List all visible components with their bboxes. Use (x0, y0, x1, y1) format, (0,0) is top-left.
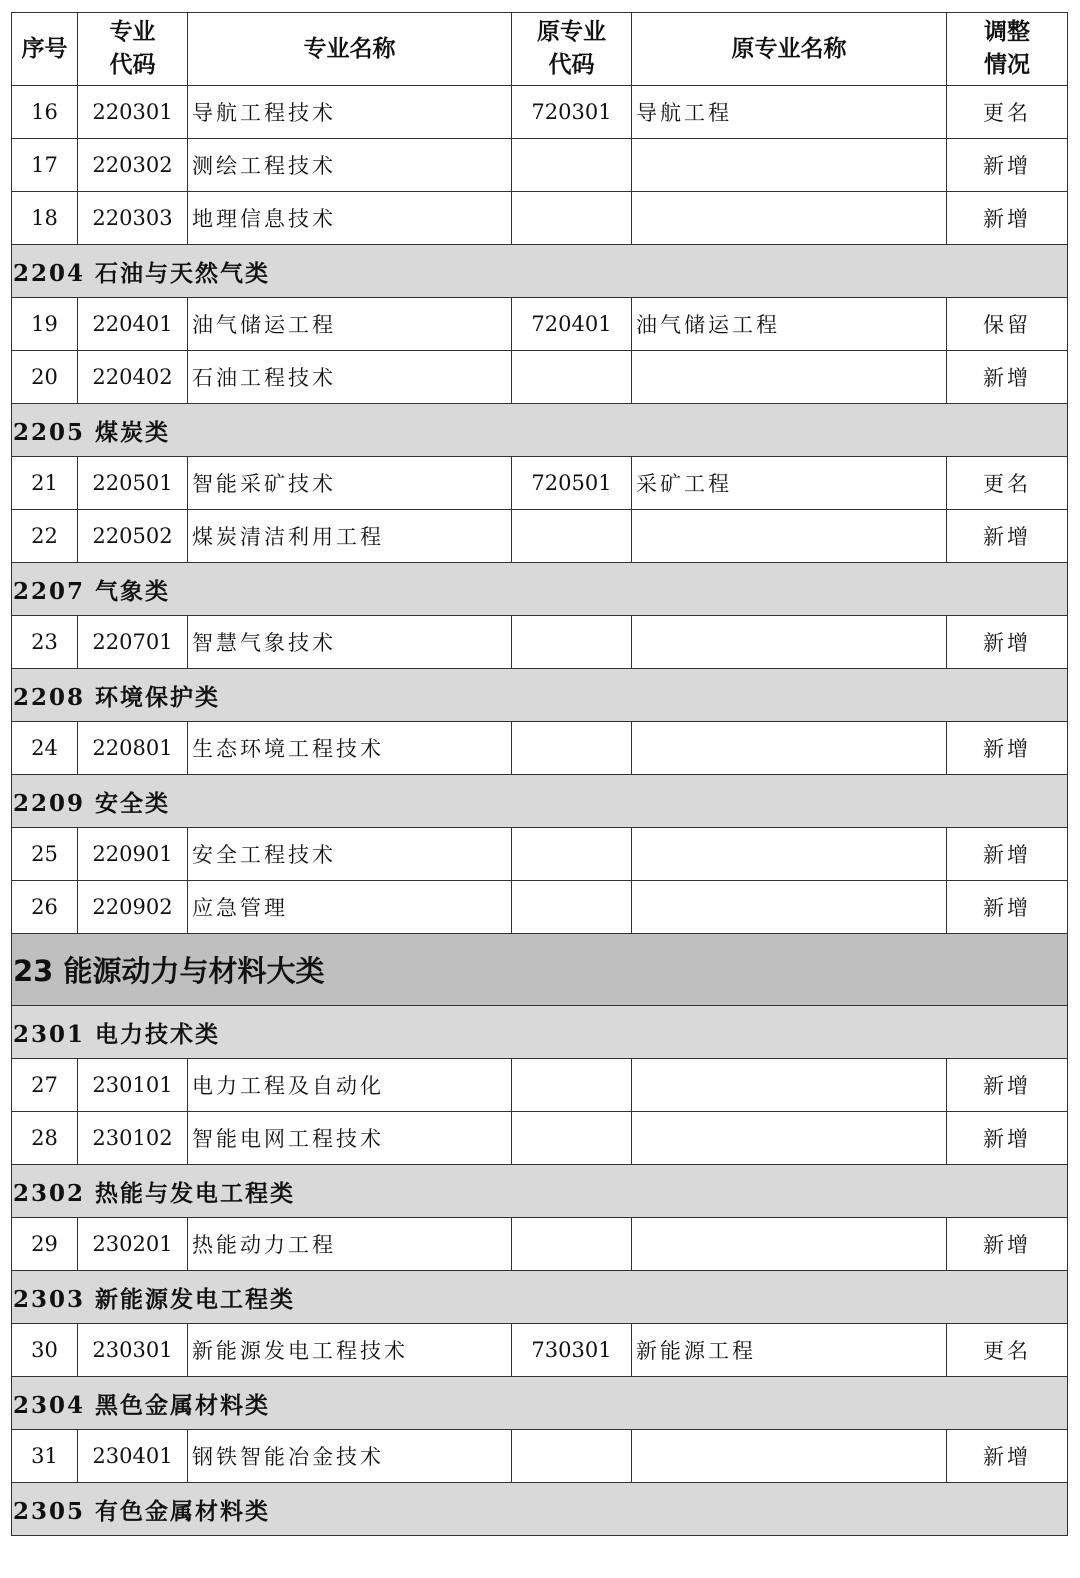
header-seq: 序号 (12, 13, 78, 86)
header-status: 调整情况 (947, 13, 1068, 86)
cell-orig-code (512, 881, 632, 934)
table-row (12, 1324, 1068, 1377)
category-name: 煤炭类 (95, 418, 171, 446)
table-row (12, 722, 1068, 775)
category-name: 气象类 (95, 577, 171, 605)
category-row (12, 669, 1068, 722)
cell-name: 智慧气象技术 (188, 616, 512, 669)
cell-status: 新增 (947, 722, 1068, 775)
category-code: 2305 (13, 1497, 86, 1525)
cell-orig-code (512, 1059, 632, 1112)
cell-orig-name: 导航工程 (632, 86, 947, 139)
cell-seq: 30 (12, 1324, 78, 1377)
cell-status: 新增 (947, 616, 1068, 669)
cell-status: 新增 (947, 192, 1068, 245)
cell-status: 新增 (947, 828, 1068, 881)
cell-code: 220901 (78, 828, 188, 881)
category-name: 有色金属材料类 (95, 1497, 271, 1525)
category-row (12, 1483, 1068, 1536)
category-name: 能源动力与材料大类 (63, 954, 325, 988)
table-header (12, 13, 1068, 86)
cell-code: 220502 (78, 510, 188, 563)
table-row (12, 881, 1068, 934)
cell-orig-code (512, 139, 632, 192)
table-row (12, 1112, 1068, 1165)
category-row (12, 1271, 1068, 1324)
cell-orig-name: 新能源工程 (632, 1324, 947, 1377)
category-code: 2301 (13, 1020, 86, 1048)
cell-name: 安全工程技术 (188, 828, 512, 881)
header-row (12, 13, 1068, 86)
table-row (12, 457, 1068, 510)
major-category-row (12, 934, 1068, 1006)
cell-code: 230102 (78, 1112, 188, 1165)
table-row (12, 510, 1068, 563)
table-row (12, 192, 1068, 245)
cell-orig-code (512, 1430, 632, 1483)
cell-name: 测绘工程技术 (188, 139, 512, 192)
category-code: 2209 (13, 789, 86, 817)
cell-name: 应急管理 (188, 881, 512, 934)
cell-code: 220902 (78, 881, 188, 934)
cell-name: 新能源发电工程技术 (188, 1324, 512, 1377)
category-name: 黑色金属材料类 (95, 1391, 271, 1419)
cell-name: 导航工程技术 (188, 86, 512, 139)
category-label (12, 245, 1068, 298)
table-row (12, 828, 1068, 881)
category-code: 2303 (13, 1285, 86, 1313)
category-row (12, 1377, 1068, 1430)
cell-orig-code (512, 1218, 632, 1271)
table-row (12, 139, 1068, 192)
cell-seq: 21 (12, 457, 78, 510)
category-name: 电力技术类 (95, 1020, 221, 1048)
cell-name: 热能动力工程 (188, 1218, 512, 1271)
cell-orig-name (632, 1218, 947, 1271)
cell-seq: 26 (12, 881, 78, 934)
cell-seq: 22 (12, 510, 78, 563)
cell-orig-code (512, 510, 632, 563)
major-catalog-table (11, 12, 1068, 1536)
category-label (12, 775, 1068, 828)
cell-status: 更名 (947, 86, 1068, 139)
header-name: 专业名称 (188, 13, 512, 86)
cell-code: 220303 (78, 192, 188, 245)
cell-status: 新增 (947, 1430, 1068, 1483)
cell-seq: 16 (12, 86, 78, 139)
cell-name: 生态环境工程技术 (188, 722, 512, 775)
cell-status: 保留 (947, 298, 1068, 351)
table-row (12, 616, 1068, 669)
header-orig-name: 原专业名称 (632, 13, 947, 86)
header-code: 专业代码 (78, 13, 188, 86)
cell-seq: 17 (12, 139, 78, 192)
cell-status: 新增 (947, 1059, 1068, 1112)
category-name: 热能与发电工程类 (95, 1179, 296, 1207)
category-label (12, 1483, 1068, 1536)
cell-code: 220801 (78, 722, 188, 775)
category-row (12, 563, 1068, 616)
cell-code: 230401 (78, 1430, 188, 1483)
cell-orig-code (512, 1112, 632, 1165)
table-row (12, 1059, 1068, 1112)
category-label (12, 934, 1068, 1006)
cell-orig-code: 720301 (512, 86, 632, 139)
cell-orig-name (632, 722, 947, 775)
cell-name: 钢铁智能冶金技术 (188, 1430, 512, 1483)
cell-orig-name: 油气储运工程 (632, 298, 947, 351)
cell-code: 220401 (78, 298, 188, 351)
cell-name: 地理信息技术 (188, 192, 512, 245)
category-name: 安全类 (95, 789, 171, 817)
cell-name: 油气储运工程 (188, 298, 512, 351)
cell-status: 新增 (947, 881, 1068, 934)
cell-orig-code (512, 192, 632, 245)
cell-code: 220302 (78, 139, 188, 192)
cell-orig-code (512, 616, 632, 669)
category-code: 2302 (13, 1179, 86, 1207)
cell-orig-name (632, 616, 947, 669)
cell-code: 230201 (78, 1218, 188, 1271)
cell-name: 煤炭清洁利用工程 (188, 510, 512, 563)
table-row (12, 1218, 1068, 1271)
table-row (12, 1430, 1068, 1483)
category-label (12, 1006, 1068, 1059)
cell-seq: 31 (12, 1430, 78, 1483)
category-label (12, 1271, 1068, 1324)
cell-status: 新增 (947, 1112, 1068, 1165)
cell-orig-name (632, 139, 947, 192)
cell-code: 220301 (78, 86, 188, 139)
cell-seq: 28 (12, 1112, 78, 1165)
category-row (12, 1006, 1068, 1059)
cell-status: 更名 (947, 1324, 1068, 1377)
category-code: 2205 (13, 418, 86, 446)
cell-seq: 27 (12, 1059, 78, 1112)
table-body (12, 86, 1068, 1536)
category-label (12, 563, 1068, 616)
cell-orig-name (632, 1112, 947, 1165)
category-name: 环境保护类 (95, 683, 221, 711)
cell-seq: 23 (12, 616, 78, 669)
cell-name: 电力工程及自动化 (188, 1059, 512, 1112)
category-name: 石油与天然气类 (95, 259, 271, 287)
cell-code: 220701 (78, 616, 188, 669)
cell-name: 智能采矿技术 (188, 457, 512, 510)
cell-orig-code (512, 828, 632, 881)
category-code: 23 (13, 954, 54, 988)
cell-status: 更名 (947, 457, 1068, 510)
cell-code: 220402 (78, 351, 188, 404)
cell-name: 石油工程技术 (188, 351, 512, 404)
cell-seq: 24 (12, 722, 78, 775)
cell-orig-name (632, 828, 947, 881)
table-row (12, 86, 1068, 139)
cell-orig-code: 720401 (512, 298, 632, 351)
cell-seq: 19 (12, 298, 78, 351)
category-code: 2208 (13, 683, 86, 711)
table-row (12, 351, 1068, 404)
cell-orig-code: 720501 (512, 457, 632, 510)
cell-orig-name (632, 1430, 947, 1483)
category-code: 2207 (13, 577, 86, 605)
cell-orig-name (632, 351, 947, 404)
cell-orig-name (632, 881, 947, 934)
cell-orig-name (632, 192, 947, 245)
category-code: 2304 (13, 1391, 86, 1419)
header-orig-code: 原专业代码 (512, 13, 632, 86)
category-row (12, 1165, 1068, 1218)
cell-orig-name (632, 510, 947, 563)
category-row (12, 404, 1068, 457)
cell-seq: 29 (12, 1218, 78, 1271)
cell-code: 220501 (78, 457, 188, 510)
cell-code: 230301 (78, 1324, 188, 1377)
category-code: 2204 (13, 259, 86, 287)
cell-orig-code: 730301 (512, 1324, 632, 1377)
category-label (12, 669, 1068, 722)
cell-status: 新增 (947, 510, 1068, 563)
category-name: 新能源发电工程类 (95, 1285, 296, 1313)
table-row (12, 298, 1068, 351)
cell-code: 230101 (78, 1059, 188, 1112)
category-label (12, 404, 1068, 457)
cell-status: 新增 (947, 139, 1068, 192)
cell-seq: 18 (12, 192, 78, 245)
cell-orig-code (512, 351, 632, 404)
cell-orig-code (512, 722, 632, 775)
category-label (12, 1377, 1068, 1430)
cell-orig-name (632, 1059, 947, 1112)
cell-name: 智能电网工程技术 (188, 1112, 512, 1165)
category-label (12, 1165, 1068, 1218)
cell-orig-name: 采矿工程 (632, 457, 947, 510)
cell-seq: 25 (12, 828, 78, 881)
cell-seq: 20 (12, 351, 78, 404)
category-row (12, 775, 1068, 828)
cell-status: 新增 (947, 351, 1068, 404)
cell-status: 新增 (947, 1218, 1068, 1271)
category-row (12, 245, 1068, 298)
